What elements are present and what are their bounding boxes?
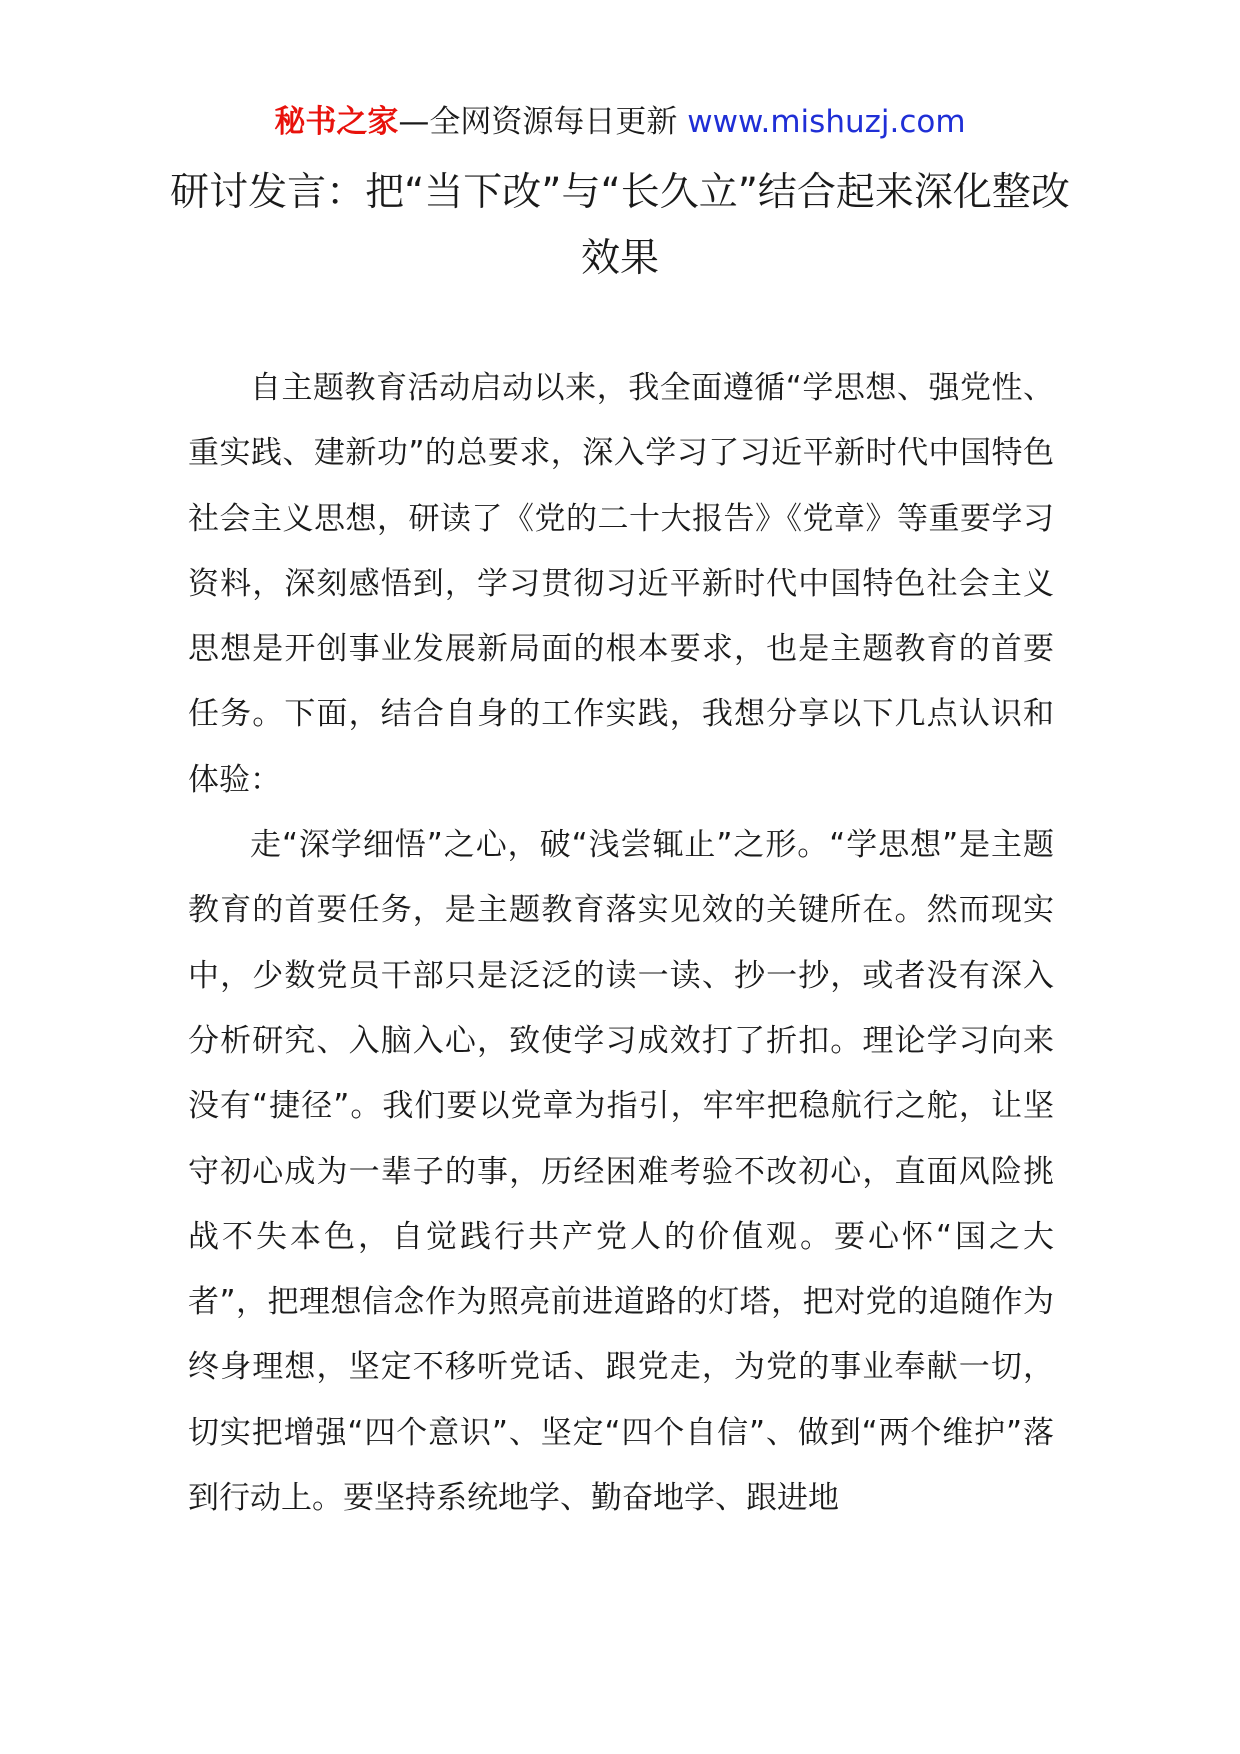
brand-name: 秘书之家 (274, 104, 399, 140)
document-body (188, 356, 1054, 1531)
paragraph-intro: 自主题教育活动启动以来，我全面遵循“学思想、强党性、重实践、建新功”的总要求，深入学习了习近平新时代中国特色社会主义思想，研读了《党的二十大报告》《党章》等重要学习资料，深刻感悟到，学习贯彻习近平新时代中国特色社会主义思想是开创事业发展新局面的根本要求，也是主题教育的首要任务。下面，结合自身的工作实践，我想分享以下几点认识和体验： (188, 370, 1054, 798)
document-title: 研讨发言：把“当下改”与“长久立”结合起来深化整改效果 (170, 170, 1070, 281)
header-tagline: —全网资源每日更新 (398, 104, 688, 140)
site-url-link[interactable]: www.mishuzj.com (687, 104, 966, 140)
paragraph-point-one: 走“深学细悟”之心，破“浅尝辄止”之形。“学思想”是主题教育的首要任务，是主题教育落实见效的关键所在。然而现实中，少数党员干部只是泛泛的读一读、抄一抄，或者没有深入分析研究、入脑入心，致使学习成效打了折扣。理论学习向来没有“捷径”。我们要以党章为指引，牢牢把稳航行之舵，让坚守初心成为一辈子的事，历经困难考验不改初心，直面风险挑战不失本色，自觉践行共产党人的价值观。要心怀“国之大者”，把理想信念作为照亮前进道路的灯塔，把对党的追随作为终身理想，坚定不移听党话、跟党走，为党的事业奉献一切，切实把增强“四个意识”、坚定“四个自信”、做到“两个维护”落到行动上。要坚持系统地学、勤奋地学、跟进地 (188, 827, 1054, 1517)
site-header (0, 100, 1240, 144)
